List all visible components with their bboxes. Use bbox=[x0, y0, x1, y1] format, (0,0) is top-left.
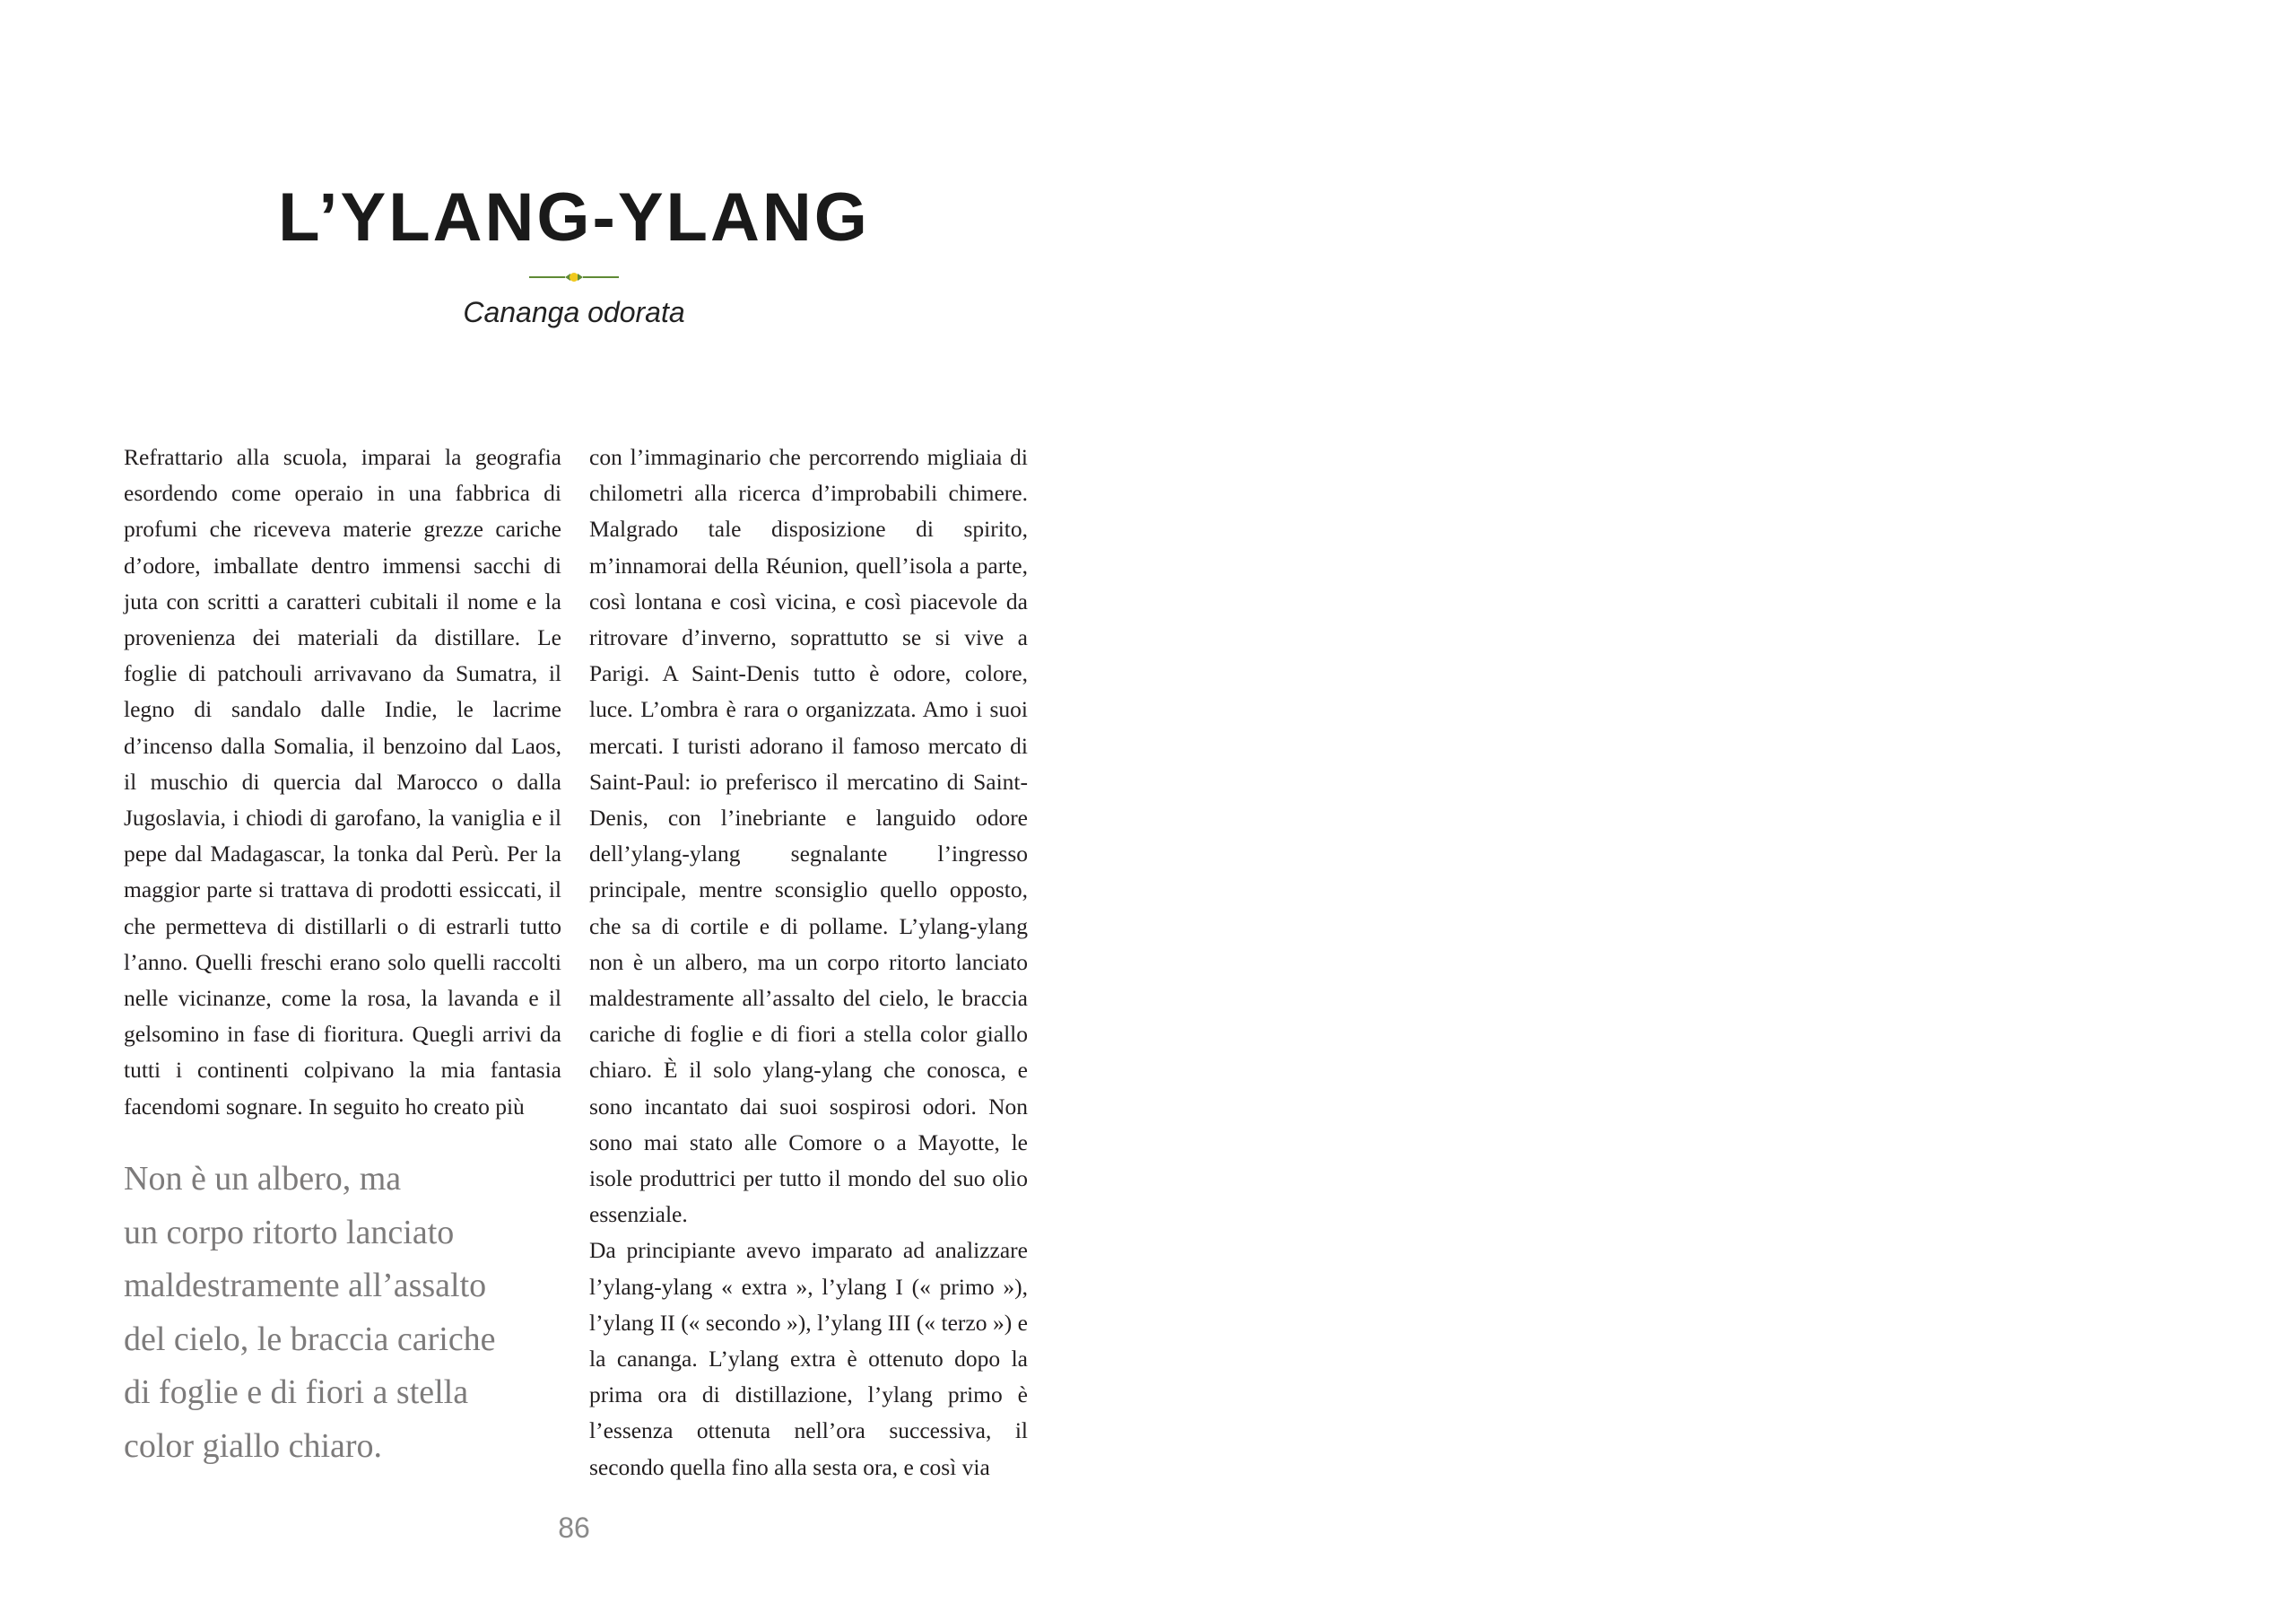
pull-quote-line: Non è un albero, ma bbox=[124, 1160, 402, 1198]
pull-quote-line: un corpo ritorto lanciato bbox=[124, 1213, 455, 1251]
pull-quote-line: di foglie e di fiori a stella bbox=[124, 1373, 469, 1411]
scientific-name: Cananga odorata bbox=[463, 296, 685, 328]
pull-quote-line: color giallo chiaro. bbox=[124, 1426, 383, 1465]
text-column-2 bbox=[589, 440, 1028, 1486]
title-divider-ornament bbox=[529, 271, 619, 283]
pull-quote-line: maldestramente all’assalto bbox=[124, 1267, 487, 1304]
pull-quote-line: del cielo, le braccia cariche bbox=[124, 1320, 496, 1358]
pull-quote bbox=[124, 1153, 572, 1473]
column-2-paragraph-1: con l’immaginario che percorrendo migliaia di chilometri alla ricerca d’improbabili chimere. Malgrado tale disposizione di spirito, m’innamorai della Réunion, quell’isola a parte, così lontana e così vicina, e così piacevole da ritrovare d’inverno, soprattutto se si vive a Parigi. A Saint-Denis tutto è odore, colore, luce. L’ombra è rara o organizzata. Amo i suoi mercati. I turisti adorano il famoso mercato di Saint-Paul: io preferisco il mercatino di Saint-Denis, con l’inebriante e languido odore dell’ylang-ylang segnalante l’ingresso principale, mentre sconsiglio quello opposto, che sa di cortile e di pollame. L’ylang-ylang non è un albero, ma un corpo ritorto lanciato maldestramente all’assalto del cielo, le braccia cariche di foglie e di fiori a stella color giallo chiaro. È il solo ylang-ylang che conosca, e sono incantato dai suoi sospirosi odori. Non sono mai stato alle Comore o a Mayotte, le isole produttrici per tutto il mondo del suo olio essenziale. bbox=[589, 444, 1028, 1228]
right-page bbox=[1148, 0, 2296, 1612]
text-column-1 bbox=[124, 440, 561, 1125]
page-number: 86 bbox=[558, 1512, 590, 1544]
column-2-paragraph-2: Da principiante avevo imparato ad analizzare l’ylang-ylang « extra », l’ylang I (« primo »), l’ylang II (« secondo »), l’ylang III (« terzo ») e la cananga. L’ylang extra è ottenuto dopo la prima ora di distillazione, l’ylang primo è l’essenza ottenuta nell’ora successiva, il secondo quella fino alla sesta ora, e così via bbox=[589, 1237, 1028, 1480]
column-1-paragraph: Refrattario alla scuola, imparai la geografia esordendo come operaio in una fabbrica di profumi che riceveva materie grezze cariche d’odore, imballate dentro immensi sacchi di juta con scritti a caratteri cubitali il nome e la provenienza dei materiali da distillare. Le foglie di patchouli arrivavano da Sumatra, il legno di sandalo dalle Indie, le lacrime d’incenso dalla Somalia, il benzoino dal Laos, il muschio di quercia dal Marocco o dalla Jugoslavia, i chiodi di garofano, la vaniglia e il pepe dal Madagascar, la tonka dal Perù. Per la maggior parte si trattava di prodotti essiccati, il che permetteva di distillarli o di estrarli tutto l’anno. Quelli freschi erano solo quelli raccolti nelle vicinanze, come la rosa, la lavanda e il gelsomino in fase di fioritura. Quegli arrivi da tutti i continenti colpivano la mia fantasia facendomi sognare. In seguito ho creato più bbox=[124, 444, 561, 1120]
page-title: L’YLANG-YLANG bbox=[278, 179, 870, 256]
